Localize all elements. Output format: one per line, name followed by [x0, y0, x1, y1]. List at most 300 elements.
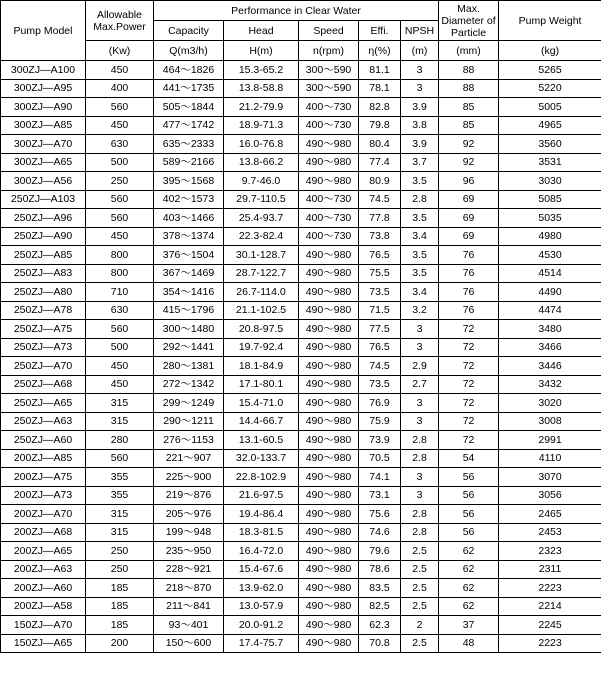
capacity-cell: 402～1573: [154, 190, 224, 209]
allowable-power-cell: 315: [86, 394, 154, 413]
pump-weight-cell: 4980: [499, 227, 601, 246]
head-cell: 15.4-67.6: [224, 560, 299, 579]
table-row: [1, 135, 601, 154]
max-diameter-cell: 48: [439, 634, 499, 653]
max-diameter-cell: 62: [439, 579, 499, 598]
allowable-power-cell: 800: [86, 246, 154, 265]
table-row: [1, 227, 601, 246]
capacity-cell: 403～1466: [154, 209, 224, 228]
allowable-power-cell: 560: [86, 190, 154, 209]
max-diameter-cell: 72: [439, 394, 499, 413]
pump-model-cell: 200ZJ—A65: [1, 542, 86, 561]
speed-cell: 490～980: [299, 246, 359, 265]
speed-cell: 490～980: [299, 523, 359, 542]
allowable-power-cell: 450: [86, 375, 154, 394]
capacity-cell: 589～2166: [154, 153, 224, 172]
allowable-power-cell: 630: [86, 301, 154, 320]
head-cell: 18.1-84.9: [224, 357, 299, 376]
unit-capacity: Q(m3/h): [154, 41, 224, 61]
table-row: [1, 523, 601, 542]
speed-cell: 490～980: [299, 486, 359, 505]
allowable-power-cell: 560: [86, 320, 154, 339]
max-diameter-cell: 85: [439, 98, 499, 117]
max-diameter-cell: 92: [439, 135, 499, 154]
col-header-pump-weight: Pump Weight: [499, 1, 601, 41]
pump-model-cell: 300ZJ—A56: [1, 172, 86, 191]
efficiency-cell: 78.1: [359, 79, 401, 98]
npsh-cell: 3: [401, 486, 439, 505]
pump-model-cell: 150ZJ—A65: [1, 634, 86, 653]
allowable-power-cell: 185: [86, 616, 154, 635]
pump-model-cell: 250ZJ—A75: [1, 320, 86, 339]
head-cell: 19.7-92.4: [224, 338, 299, 357]
max-diameter-cell: 76: [439, 301, 499, 320]
head-cell: 13.0-57.9: [224, 597, 299, 616]
col-header-npsh: NPSH: [401, 21, 439, 41]
pump-model-cell: 300ZJ—A95: [1, 79, 86, 98]
efficiency-cell: 78.6: [359, 560, 401, 579]
allowable-power-cell: 185: [86, 597, 154, 616]
npsh-cell: 3.5: [401, 209, 439, 228]
head-cell: 18.9-71.3: [224, 116, 299, 135]
pump-model-cell: 250ZJ—A83: [1, 264, 86, 283]
table-row: [1, 394, 601, 413]
col-header-effi: Effi.: [359, 21, 401, 41]
table-row: [1, 190, 601, 209]
table-row: [1, 579, 601, 598]
col-header-capacity: Capacity: [154, 21, 224, 41]
head-cell: 20.0-91.2: [224, 616, 299, 635]
allowable-power-cell: 185: [86, 579, 154, 598]
capacity-cell: 464～1826: [154, 61, 224, 80]
speed-cell: 490～980: [299, 375, 359, 394]
efficiency-cell: 71.5: [359, 301, 401, 320]
speed-cell: 490～980: [299, 338, 359, 357]
npsh-cell: 3.5: [401, 264, 439, 283]
head-cell: 18.3-81.5: [224, 523, 299, 542]
pump-model-cell: 200ZJ—A85: [1, 449, 86, 468]
pump-model-cell: 250ZJ—A80: [1, 283, 86, 302]
pump-weight-cell: 3030: [499, 172, 601, 191]
pump-weight-cell: 2223: [499, 579, 601, 598]
col-header-max-diameter: Max. Diameter of Particle: [439, 1, 499, 41]
pump-weight-cell: 3432: [499, 375, 601, 394]
header-row-1: [1, 1, 601, 21]
table-row: [1, 264, 601, 283]
npsh-cell: 3: [401, 394, 439, 413]
table-row: [1, 597, 601, 616]
speed-cell: 490～980: [299, 412, 359, 431]
pump-model-cell: 250ZJ—A78: [1, 301, 86, 320]
efficiency-cell: 79.6: [359, 542, 401, 561]
npsh-cell: 3.5: [401, 246, 439, 265]
allowable-power-cell: 450: [86, 357, 154, 376]
speed-cell: 490～980: [299, 542, 359, 561]
allowable-power-cell: 450: [86, 116, 154, 135]
capacity-cell: 376～1504: [154, 246, 224, 265]
efficiency-cell: 73.5: [359, 283, 401, 302]
head-cell: 19.4-86.4: [224, 505, 299, 524]
table-row: [1, 283, 601, 302]
unit-head: H(m): [224, 41, 299, 61]
efficiency-cell: 77.8: [359, 209, 401, 228]
efficiency-cell: 76.5: [359, 338, 401, 357]
pump-model-cell: 250ZJ—A60: [1, 431, 86, 450]
max-diameter-cell: 92: [439, 153, 499, 172]
capacity-cell: 225～900: [154, 468, 224, 487]
col-header-performance: Performance in Clear Water: [154, 1, 439, 21]
capacity-cell: 354～1416: [154, 283, 224, 302]
npsh-cell: 3.4: [401, 227, 439, 246]
col-header-allowable-power: Allowable Max.Power: [86, 1, 154, 41]
pump-model-cell: 250ZJ—A96: [1, 209, 86, 228]
pump-weight-cell: 3480: [499, 320, 601, 339]
unit-speed: n(rpm): [299, 41, 359, 61]
pump-model-cell: 250ZJ—A68: [1, 375, 86, 394]
npsh-cell: 2.8: [401, 449, 439, 468]
pump-model-cell: 200ZJ—A60: [1, 579, 86, 598]
unit-pump-weight: (kg): [499, 41, 601, 61]
allowable-power-cell: 315: [86, 412, 154, 431]
head-cell: 13.8-58.8: [224, 79, 299, 98]
table-row: [1, 338, 601, 357]
head-cell: 21.6-97.5: [224, 486, 299, 505]
pump-weight-cell: 5220: [499, 79, 601, 98]
allowable-power-cell: 315: [86, 505, 154, 524]
capacity-cell: 219～876: [154, 486, 224, 505]
efficiency-cell: 82.8: [359, 98, 401, 117]
capacity-cell: 276～1153: [154, 431, 224, 450]
allowable-power-cell: 355: [86, 468, 154, 487]
head-cell: 28.7-122.7: [224, 264, 299, 283]
max-diameter-cell: 72: [439, 431, 499, 450]
max-diameter-cell: 54: [439, 449, 499, 468]
head-cell: 22.8-102.9: [224, 468, 299, 487]
allowable-power-cell: 800: [86, 264, 154, 283]
pump-weight-cell: 3446: [499, 357, 601, 376]
col-header-pump-model: Pump Model: [1, 1, 86, 61]
speed-cell: 490～980: [299, 264, 359, 283]
pump-model-cell: 200ZJ—A70: [1, 505, 86, 524]
pump-weight-cell: 4490: [499, 283, 601, 302]
npsh-cell: 3.7: [401, 153, 439, 172]
efficiency-cell: 75.6: [359, 505, 401, 524]
efficiency-cell: 74.5: [359, 190, 401, 209]
head-cell: 21.2-79.9: [224, 98, 299, 117]
head-cell: 22.3-82.4: [224, 227, 299, 246]
col-header-speed: Speed: [299, 21, 359, 41]
npsh-cell: 2.5: [401, 597, 439, 616]
max-diameter-cell: 72: [439, 320, 499, 339]
pump-weight-cell: 3531: [499, 153, 601, 172]
capacity-cell: 150～600: [154, 634, 224, 653]
max-diameter-cell: 88: [439, 61, 499, 80]
npsh-cell: 2.9: [401, 357, 439, 376]
capacity-cell: 415～1796: [154, 301, 224, 320]
allowable-power-cell: 560: [86, 209, 154, 228]
speed-cell: 490～980: [299, 616, 359, 635]
table-row: [1, 486, 601, 505]
table-row: [1, 98, 601, 117]
capacity-cell: 235～950: [154, 542, 224, 561]
pump-weight-cell: 2214: [499, 597, 601, 616]
speed-cell: 490～980: [299, 431, 359, 450]
max-diameter-cell: 72: [439, 338, 499, 357]
efficiency-cell: 73.5: [359, 375, 401, 394]
pump-weight-cell: 3070: [499, 468, 601, 487]
allowable-power-cell: 250: [86, 542, 154, 561]
table-row: [1, 209, 601, 228]
npsh-cell: 2.5: [401, 579, 439, 598]
pump-weight-cell: 4474: [499, 301, 601, 320]
efficiency-cell: 70.8: [359, 634, 401, 653]
head-cell: 16.4-72.0: [224, 542, 299, 561]
pump-weight-cell: 2311: [499, 560, 601, 579]
pump-weight-cell: 2991: [499, 431, 601, 450]
head-cell: 14.4-66.7: [224, 412, 299, 431]
capacity-cell: 221～907: [154, 449, 224, 468]
speed-cell: 490～980: [299, 579, 359, 598]
allowable-power-cell: 450: [86, 227, 154, 246]
max-diameter-cell: 76: [439, 246, 499, 265]
capacity-cell: 292～1441: [154, 338, 224, 357]
npsh-cell: 2.8: [401, 523, 439, 542]
pump-model-cell: 300ZJ—A100: [1, 61, 86, 80]
capacity-cell: 367～1469: [154, 264, 224, 283]
max-diameter-cell: 62: [439, 542, 499, 561]
speed-cell: 490～980: [299, 505, 359, 524]
table-row: [1, 153, 601, 172]
table-row: [1, 79, 601, 98]
max-diameter-cell: 88: [439, 79, 499, 98]
head-cell: 17.1-80.1: [224, 375, 299, 394]
speed-cell: 490～980: [299, 283, 359, 302]
capacity-cell: 635～2333: [154, 135, 224, 154]
npsh-cell: 2.5: [401, 542, 439, 561]
table-row: [1, 320, 601, 339]
pump-model-cell: 300ZJ—A85: [1, 116, 86, 135]
efficiency-cell: 74.6: [359, 523, 401, 542]
speed-cell: 490～980: [299, 172, 359, 191]
pump-model-cell: 200ZJ—A73: [1, 486, 86, 505]
pump-model-cell: 250ZJ—A63: [1, 412, 86, 431]
npsh-cell: 3.9: [401, 135, 439, 154]
head-cell: 26.7-114.0: [224, 283, 299, 302]
pump-weight-cell: 2465: [499, 505, 601, 524]
unit-allowable-power: (Kw): [86, 41, 154, 61]
capacity-cell: 441～1735: [154, 79, 224, 98]
capacity-cell: 477～1742: [154, 116, 224, 135]
head-cell: 15.4-71.0: [224, 394, 299, 413]
max-diameter-cell: 76: [439, 283, 499, 302]
npsh-cell: 2.8: [401, 431, 439, 450]
npsh-cell: 3: [401, 61, 439, 80]
unit-npsh: (m): [401, 41, 439, 61]
npsh-cell: 2.8: [401, 190, 439, 209]
capacity-cell: 505～1844: [154, 98, 224, 117]
speed-cell: 400～730: [299, 190, 359, 209]
npsh-cell: 2.8: [401, 505, 439, 524]
speed-cell: 490～980: [299, 468, 359, 487]
head-cell: 29.7-110.5: [224, 190, 299, 209]
allowable-power-cell: 250: [86, 560, 154, 579]
unit-max-diameter: (mm): [439, 41, 499, 61]
max-diameter-cell: 56: [439, 505, 499, 524]
efficiency-cell: 76.5: [359, 246, 401, 265]
header-row-units: [1, 41, 601, 61]
npsh-cell: 2.5: [401, 560, 439, 579]
table-row: [1, 449, 601, 468]
allowable-power-cell: 450: [86, 61, 154, 80]
pump-model-cell: 200ZJ—A68: [1, 523, 86, 542]
allowable-power-cell: 200: [86, 634, 154, 653]
head-cell: 20.8-97.5: [224, 320, 299, 339]
capacity-cell: 228～921: [154, 560, 224, 579]
table-row: [1, 172, 601, 191]
speed-cell: 490～980: [299, 597, 359, 616]
capacity-cell: 290～1211: [154, 412, 224, 431]
capacity-cell: 93～401: [154, 616, 224, 635]
allowable-power-cell: 560: [86, 98, 154, 117]
npsh-cell: 3.4: [401, 283, 439, 302]
max-diameter-cell: 76: [439, 264, 499, 283]
speed-cell: 490～980: [299, 449, 359, 468]
allowable-power-cell: 315: [86, 523, 154, 542]
table-row: [1, 542, 601, 561]
table-row: [1, 301, 601, 320]
npsh-cell: 3.2: [401, 301, 439, 320]
pump-model-cell: 300ZJ—A90: [1, 98, 86, 117]
speed-cell: 490～980: [299, 634, 359, 653]
efficiency-cell: 62.3: [359, 616, 401, 635]
table-row: [1, 468, 601, 487]
pump-weight-cell: 3560: [499, 135, 601, 154]
pump-weight-cell: 5085: [499, 190, 601, 209]
table-row: [1, 375, 601, 394]
head-cell: 15.3-65.2: [224, 61, 299, 80]
npsh-cell: 3: [401, 320, 439, 339]
capacity-cell: 300～1480: [154, 320, 224, 339]
efficiency-cell: 82.5: [359, 597, 401, 616]
max-diameter-cell: 56: [439, 523, 499, 542]
pump-model-cell: 200ZJ—A75: [1, 468, 86, 487]
max-diameter-cell: 62: [439, 560, 499, 579]
table-row: [1, 431, 601, 450]
allowable-power-cell: 630: [86, 135, 154, 154]
allowable-power-cell: 560: [86, 449, 154, 468]
max-diameter-cell: 72: [439, 375, 499, 394]
speed-cell: 400～730: [299, 227, 359, 246]
capacity-cell: 205～976: [154, 505, 224, 524]
npsh-cell: 3: [401, 79, 439, 98]
speed-cell: 300～590: [299, 79, 359, 98]
efficiency-cell: 80.4: [359, 135, 401, 154]
table-body: [1, 61, 601, 653]
pump-weight-cell: 4965: [499, 116, 601, 135]
allowable-power-cell: 500: [86, 338, 154, 357]
pump-weight-cell: 2453: [499, 523, 601, 542]
efficiency-cell: 77.5: [359, 320, 401, 339]
capacity-cell: 211～841: [154, 597, 224, 616]
max-diameter-cell: 56: [439, 486, 499, 505]
pump-weight-cell: 5005: [499, 98, 601, 117]
pump-model-cell: 200ZJ—A63: [1, 560, 86, 579]
npsh-cell: 3.9: [401, 98, 439, 117]
speed-cell: 490～980: [299, 357, 359, 376]
pump-weight-cell: 3008: [499, 412, 601, 431]
pump-weight-cell: 2323: [499, 542, 601, 561]
table-row: [1, 116, 601, 135]
head-cell: 13.8-66.2: [224, 153, 299, 172]
speed-cell: 490～980: [299, 320, 359, 339]
max-diameter-cell: 62: [439, 597, 499, 616]
pump-model-cell: 200ZJ—A58: [1, 597, 86, 616]
allowable-power-cell: 355: [86, 486, 154, 505]
capacity-cell: 299～1249: [154, 394, 224, 413]
capacity-cell: 218～870: [154, 579, 224, 598]
pump-weight-cell: 2223: [499, 634, 601, 653]
efficiency-cell: 76.9: [359, 394, 401, 413]
pump-model-cell: 150ZJ—A70: [1, 616, 86, 635]
pump-model-cell: 300ZJ—A70: [1, 135, 86, 154]
pump-model-cell: 250ZJ—A65: [1, 394, 86, 413]
unit-effi: η(%): [359, 41, 401, 61]
table-row: [1, 505, 601, 524]
capacity-cell: 280～1381: [154, 357, 224, 376]
efficiency-cell: 77.4: [359, 153, 401, 172]
speed-cell: 490～980: [299, 394, 359, 413]
npsh-cell: 2: [401, 616, 439, 635]
table-row: [1, 560, 601, 579]
allowable-power-cell: 500: [86, 153, 154, 172]
max-diameter-cell: 72: [439, 357, 499, 376]
speed-cell: 490～980: [299, 135, 359, 154]
capacity-cell: 395～1568: [154, 172, 224, 191]
efficiency-cell: 74.5: [359, 357, 401, 376]
efficiency-cell: 75.5: [359, 264, 401, 283]
allowable-power-cell: 250: [86, 172, 154, 191]
pump-weight-cell: 3056: [499, 486, 601, 505]
npsh-cell: 3: [401, 468, 439, 487]
speed-cell: 490～980: [299, 560, 359, 579]
efficiency-cell: 75.9: [359, 412, 401, 431]
pump-weight-cell: 3466: [499, 338, 601, 357]
pump-weight-cell: 2245: [499, 616, 601, 635]
efficiency-cell: 70.5: [359, 449, 401, 468]
table-row: [1, 616, 601, 635]
table-row: [1, 412, 601, 431]
allowable-power-cell: 710: [86, 283, 154, 302]
table-row: [1, 246, 601, 265]
max-diameter-cell: 85: [439, 116, 499, 135]
head-cell: 30.1-128.7: [224, 246, 299, 265]
pump-weight-cell: 4514: [499, 264, 601, 283]
max-diameter-cell: 56: [439, 468, 499, 487]
npsh-cell: 3: [401, 338, 439, 357]
table-row: [1, 61, 601, 80]
pump-weight-cell: 4530: [499, 246, 601, 265]
head-cell: 25.4-93.7: [224, 209, 299, 228]
allowable-power-cell: 400: [86, 79, 154, 98]
capacity-cell: 378～1374: [154, 227, 224, 246]
max-diameter-cell: 37: [439, 616, 499, 635]
efficiency-cell: 74.1: [359, 468, 401, 487]
pump-model-cell: 250ZJ—A73: [1, 338, 86, 357]
pump-model-cell: 250ZJ—A90: [1, 227, 86, 246]
max-diameter-cell: 69: [439, 227, 499, 246]
pump-model-cell: 300ZJ—A65: [1, 153, 86, 172]
max-diameter-cell: 69: [439, 190, 499, 209]
